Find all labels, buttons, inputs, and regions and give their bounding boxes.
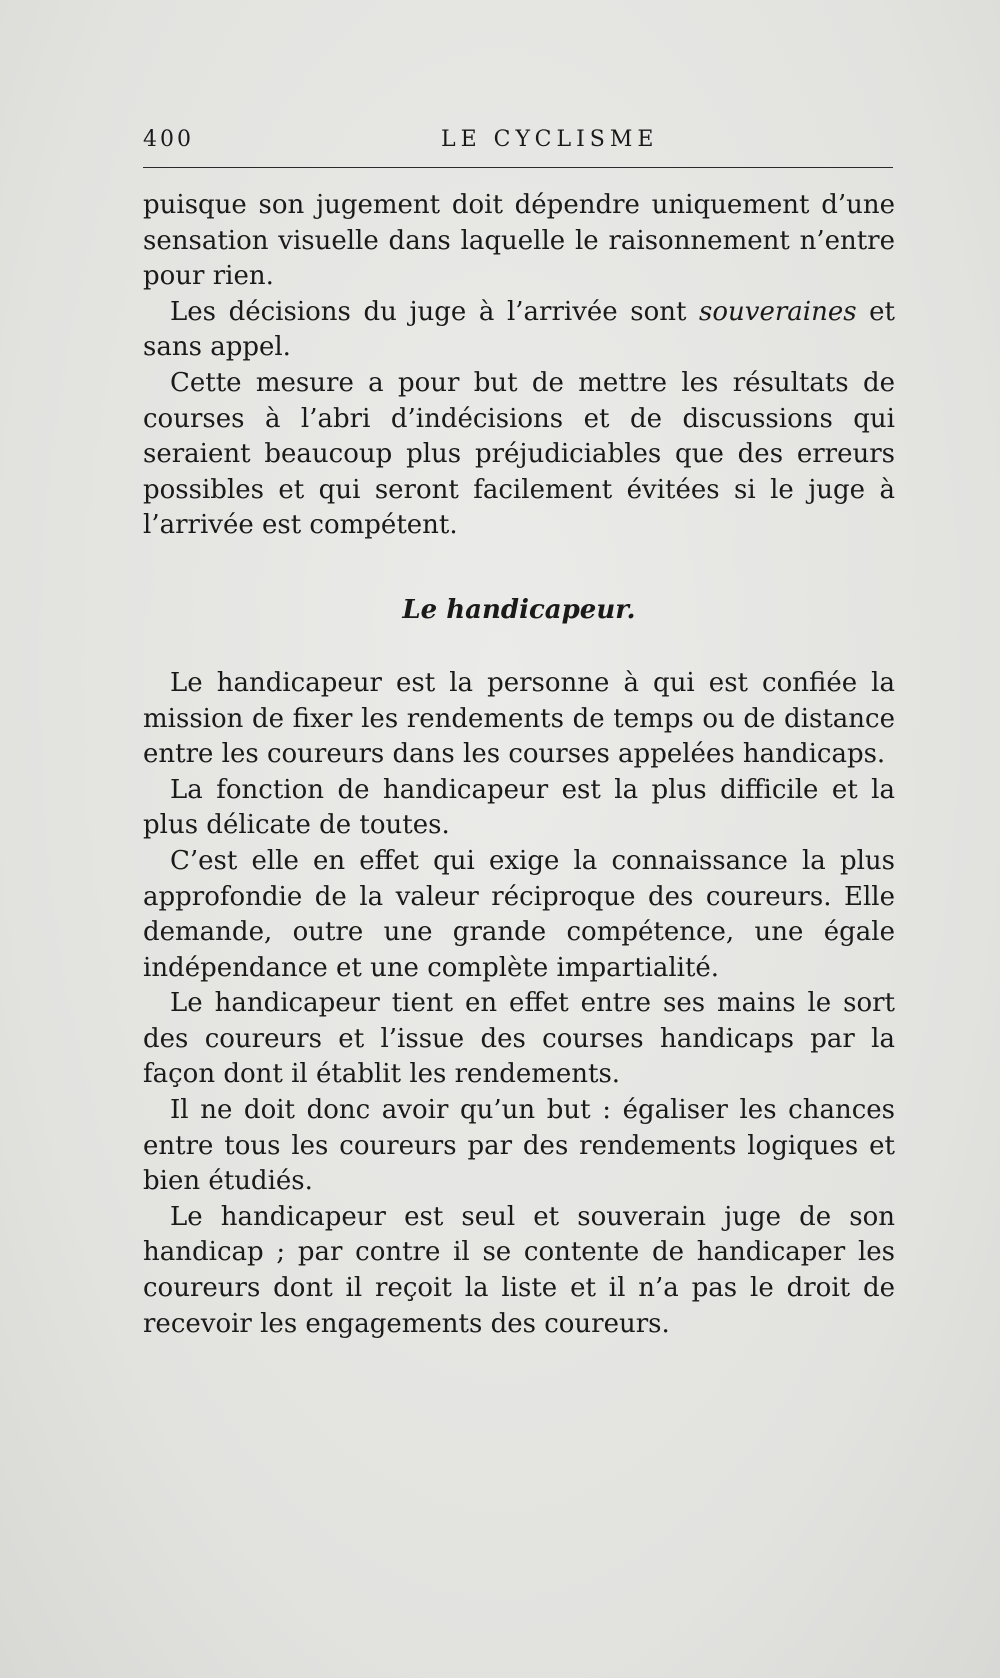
running-header <box>143 127 893 155</box>
paragraph <box>143 295 895 366</box>
paragraph: Le handicapeur tient en effet entre ses mains le sort des coureurs et l’issue des courses handicaps par la façon dont il établit les rendements. <box>143 988 895 1090</box>
paragraph: Il ne doit donc avoir qu’un but : égaliser les chances entre tous les coureurs par des rendements logiques et bien étudiés. <box>143 1095 895 1197</box>
section-title: Le handicapeur. <box>402 594 636 625</box>
paragraph: Le handicapeur est la personne à qui est confiée la mission de fixer les rendements de temps ou de distance entre les coureurs dans les courses appelées handicaps. <box>143 667 895 770</box>
paragraph: Le handicapeur est seul et souverain juge de son handicap ; par contre il se contente de handicaper les coureurs dont il reçoit la liste et il n’a pas le droit de recevoir les engagements des coureurs. <box>143 1201 895 1339</box>
emphasized-word: souveraines <box>699 296 857 327</box>
paragraph: puisque son jugement doit dépendre uniquement d’une sensation visuelle dans laquelle le raisonnement n’entre pour rien. <box>143 190 895 292</box>
header-rule <box>143 167 893 168</box>
paragraph: C’est elle en effet qui exige la connaissance la plus approfondie de la valeur réciproque des coureurs. Elle demande, outre une grande compétence, une égale indépendance et une complète impartialité. <box>143 845 895 983</box>
paragraph-text: Les décisions du juge à l’arrivée sont <box>170 296 700 327</box>
page-body <box>143 188 895 1342</box>
page-number: 400 <box>143 127 194 152</box>
paragraph-text: et sans appel. <box>143 296 895 363</box>
paragraph: La fonction de handicapeur est la plus difficile et la plus délicate de toutes. <box>143 774 895 841</box>
paragraph: Cette mesure a pour but de mettre les résultats de courses à l’abri d’indécisions et de discussions qui seraient beaucoup plus préjudiciables que des erreurs possibles et qui seront facilement évitées si le juge à l’arrivée est compétent. <box>143 367 895 541</box>
running-title: LE CYCLISME <box>441 127 659 152</box>
